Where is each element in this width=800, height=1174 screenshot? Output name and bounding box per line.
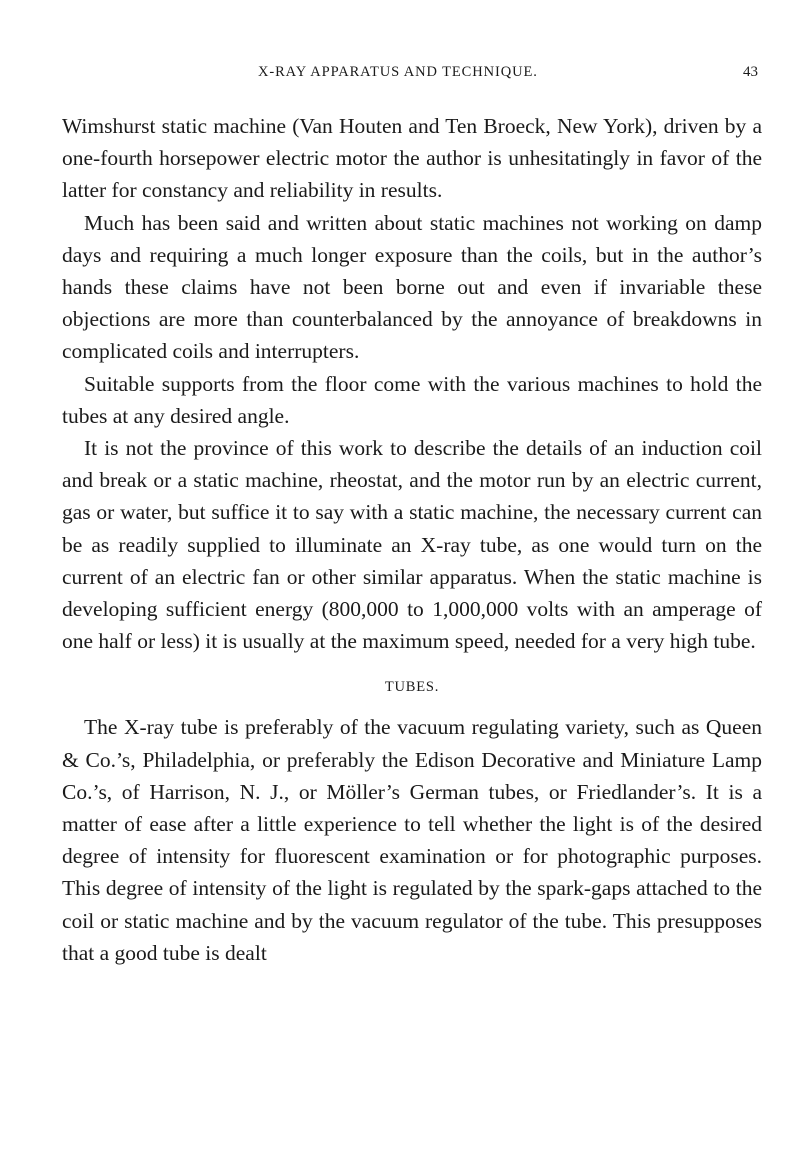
page-number: 43 bbox=[743, 64, 758, 80]
paragraph-supports: Suitable supports from the floor come with the various machines to hold the tubes at any desired angle. bbox=[62, 371, 762, 428]
body-text bbox=[62, 110, 762, 969]
running-title: X-RAY APPARATUS AND TECHNIQUE. bbox=[258, 64, 538, 80]
paragraph-province-of-work: It is not the province of this work to describe the details of an induction coil and break or a static machine, rheostat, and the motor run by an electric current, gas or water, but suffice it to say with a static machine, the necessary current can be as readily supplied to illuminate an X-ray tube, as one would turn on the current of an electric fan or other similar apparatus. When the static machine is developing sufficient energy (800,000 to 1,000,000 volts with an amperage of one half or less) it is usually at the maximum speed, needed for a very high tube. bbox=[62, 436, 762, 654]
paragraph-damp-days: Much has been said and written about static machines not working on damp days and requiring a much longer exposure than the coils, but in the author’s hands these claims have not been borne out and even if invariable these objections are more than counterbalanced by the annoyance of breakdowns in complicated coils and interrupters. bbox=[62, 210, 762, 364]
section-heading-tubes: TUBES. bbox=[384, 679, 440, 696]
paragraph-xray-tube: The X-ray tube is preferably of the vacuum regulating variety, such as Queen & Co.’s, Philadelphia, or preferably the Edison Decorative and Miniature Lamp Co.’s, of Harrison, N. J., or Möller’s German tubes, or Friedlander’s. It is a matter of ease after a little experience to tell whether the light is of the desired degree of intensity for fluorescent examination or for photographic purposes. This degree of intensity of the light is regulated by the spark-gaps attached to the coil or static machine and by the vacuum regulator of the tube. This presupposes that a good tube is dealt bbox=[62, 715, 762, 965]
paragraph-wimshurst-continuation: Wimshurst static machine (Van Houten and Ten Broeck, New York), driven by a one-fourth horsepower electric motor the author is unhesitatingly in favor of the latter for constancy and reliability in results. bbox=[62, 114, 762, 203]
running-head bbox=[62, 64, 774, 86]
